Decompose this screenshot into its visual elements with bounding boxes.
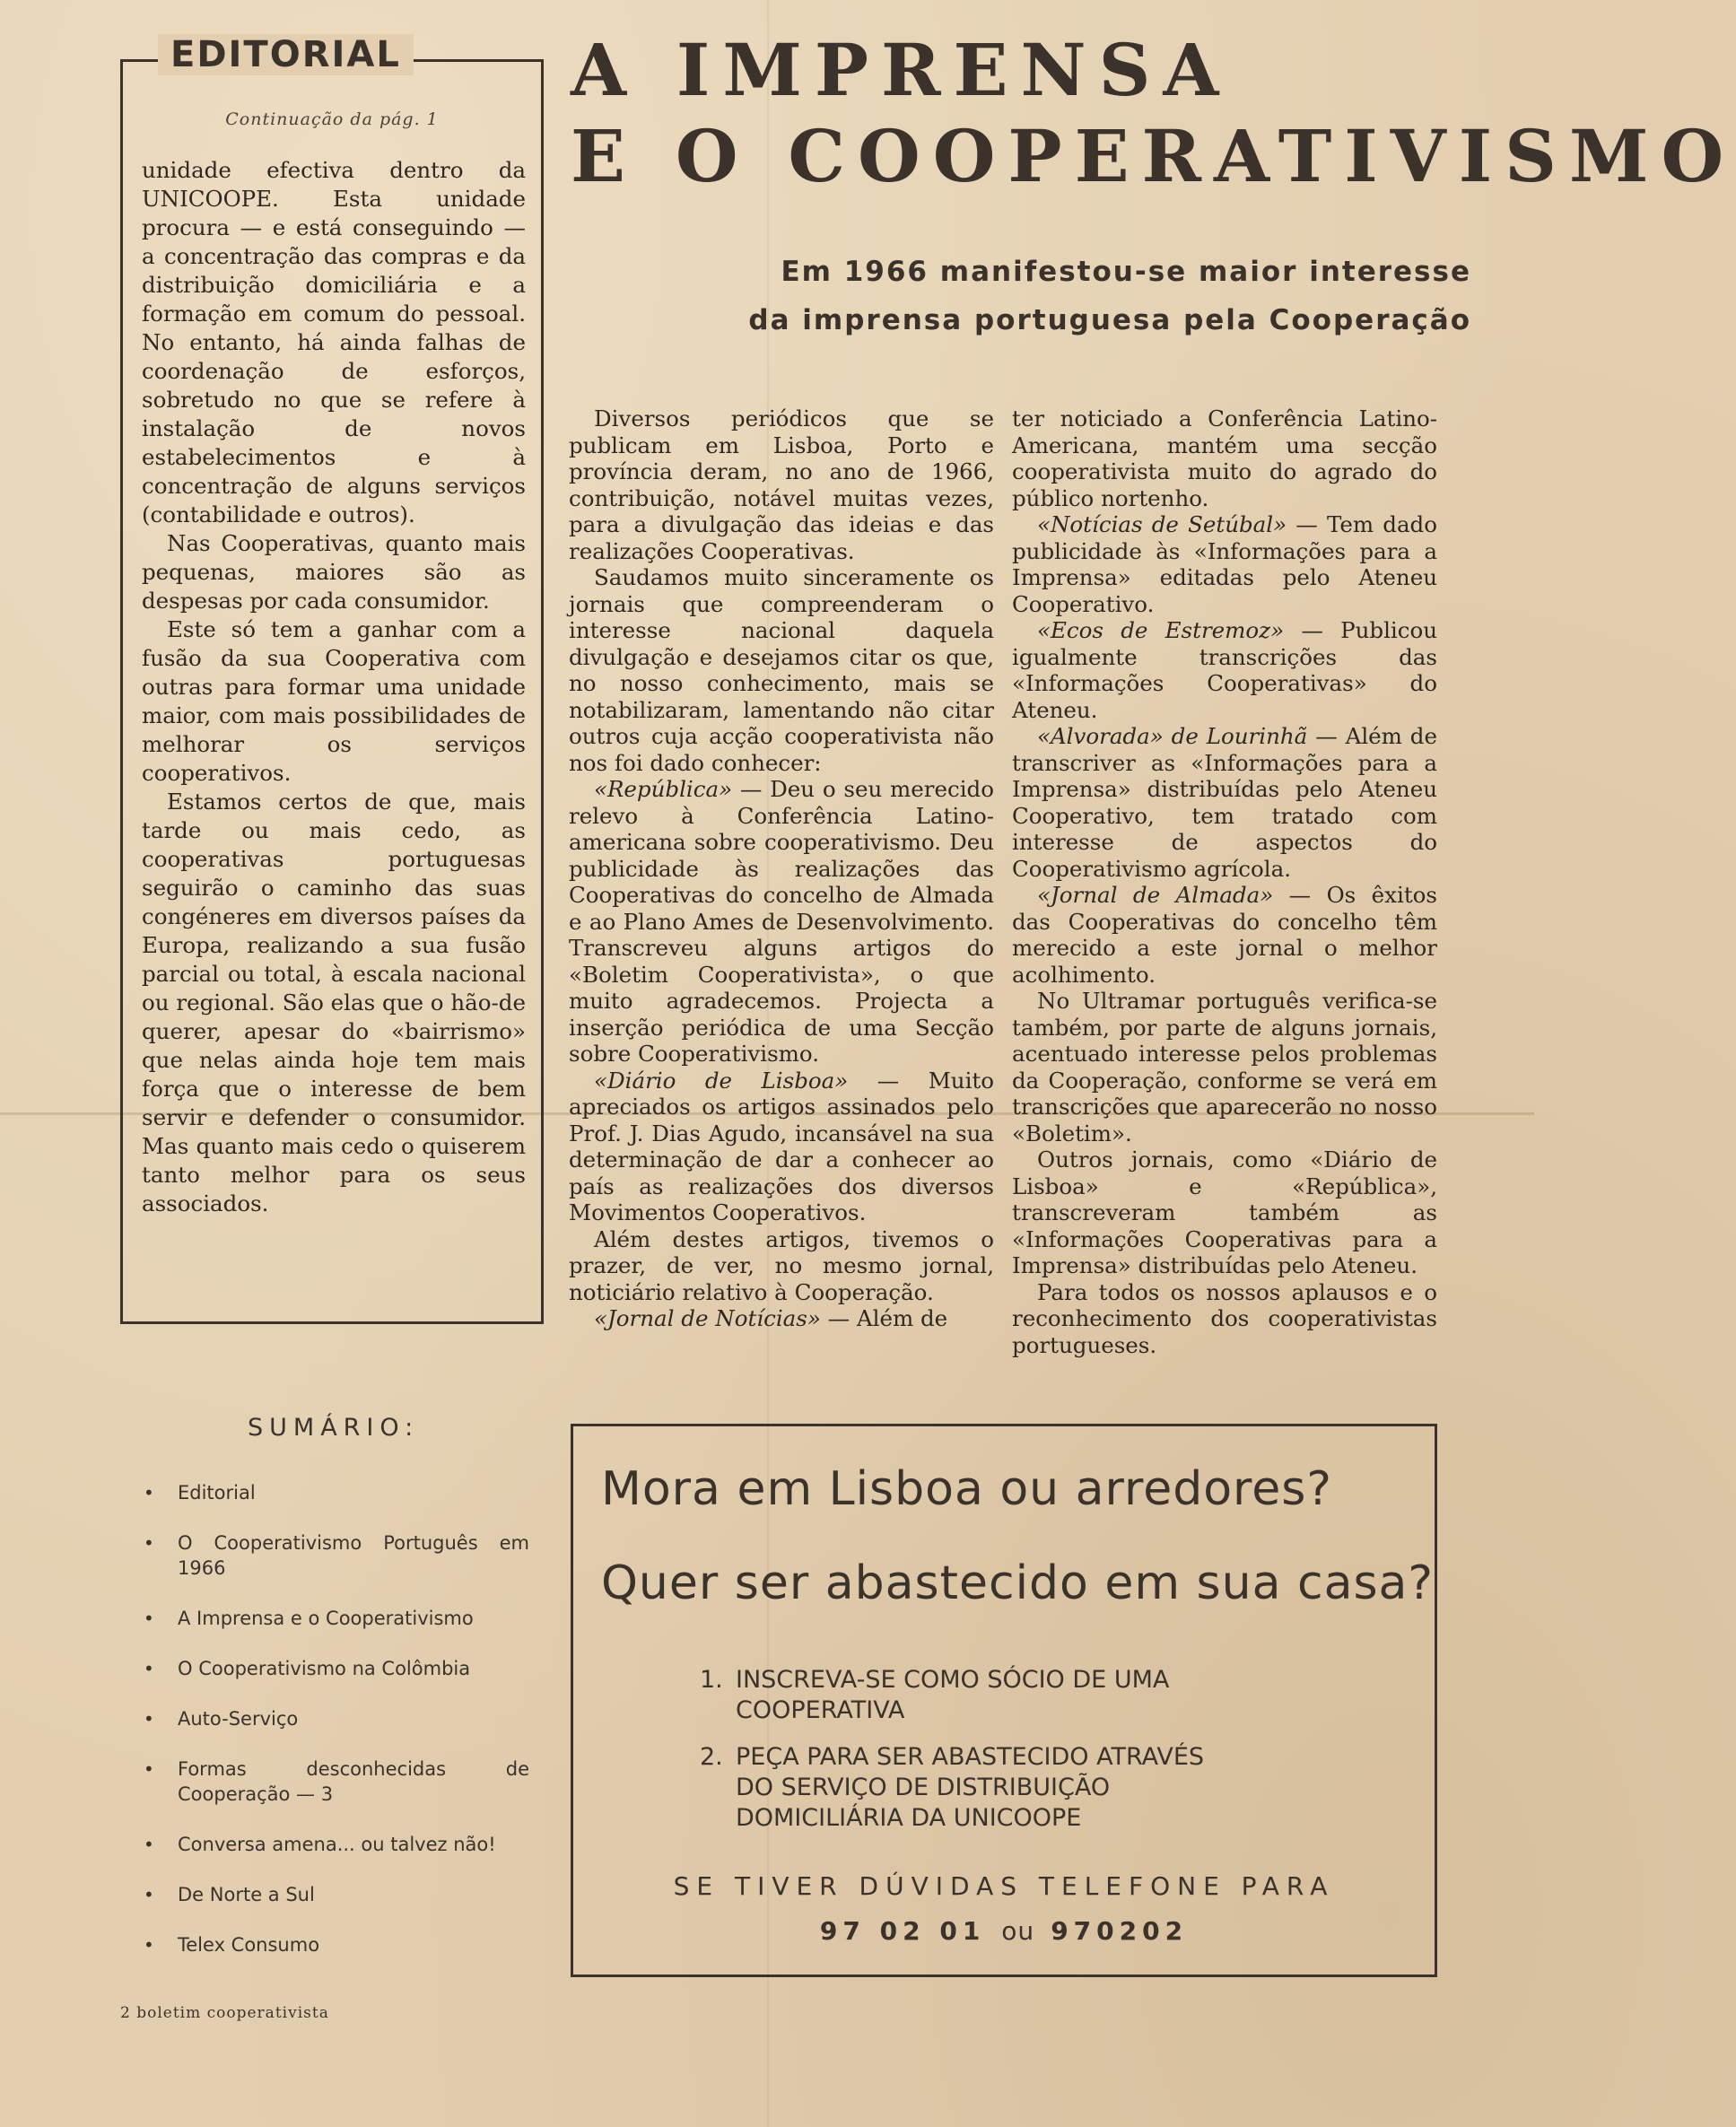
paragraph-text: No Ultramar português verifica-se também, por parte de alguns jornais, acentuado interesse pelos problemas da Cooperação, conforme se verá em transcrições que aparecerão no nosso «Boletim». xyxy=(1012,988,1437,1146)
article-headline xyxy=(571,27,1736,199)
advert-call-text: SE TIVER DÚVIDAS TELEFONE PARA xyxy=(673,1871,1335,1901)
paragraph-text: Além destes artigos, tivemos o prazer, de ver, no mesmo jornal, noticiário relativo à Cooperação. xyxy=(569,1225,994,1305)
summary-item-label: O Cooperativismo Português em 1966 xyxy=(178,1532,529,1579)
article-paragraph xyxy=(1012,511,1437,617)
newspaper-name: «Jornal de Notícias» xyxy=(594,1305,821,1331)
paragraph-text: Outros jornais, como «Diário de Lisboa» e «República», transcreveram também as «Informações Cooperativas para a Imprensa» distribuídas pelo Ateneu. xyxy=(1012,1146,1437,1278)
bullet-icon: • xyxy=(144,1834,154,1855)
summary-item xyxy=(144,1480,529,1505)
subheadline-line: da imprensa portuguesa pela Cooperação xyxy=(748,304,1471,336)
summary-item-label: Conversa amena... ou talvez não! xyxy=(178,1834,496,1855)
headline-line: A IMPRENSA xyxy=(571,28,1232,112)
editorial-continuation: Continuação da pág. 1 xyxy=(225,109,439,129)
summary-item xyxy=(144,1530,529,1581)
bullet-icon: • xyxy=(144,1708,154,1730)
article-paragraph xyxy=(1012,617,1437,723)
advert-phones xyxy=(571,1916,1437,1946)
summary-item xyxy=(144,1882,529,1907)
article-paragraph xyxy=(1012,988,1437,1146)
paragraph-text: — Publicou igualmente transcrições das «Informações Cooperativas» do Ateneu. xyxy=(1012,617,1437,723)
advert-step xyxy=(700,1665,1292,1726)
summary-item-label: Auto-Serviço xyxy=(178,1708,299,1730)
paragraph-text: — Deu o seu merecido relevo à Conferência Latino-americana sobre cooperativismo. Deu publicidade às realizações das Cooperativas do concelho de Almada e ao Plano Ames de Desenvolvimento. Transcreveu alguns artigos do «Boletim Cooperativista», o que muito agradecemos. Projecta a inserção periódica de uma Secção sobre Cooperativismo. xyxy=(569,776,994,1067)
phone-number: 970202 xyxy=(1051,1916,1189,1946)
newspaper-name: «Alvorada» de Lourinhã xyxy=(1037,723,1308,749)
summary-item-label: Formas desconhecidas de Cooperação — 3 xyxy=(178,1758,529,1805)
bullet-icon: • xyxy=(144,1758,154,1780)
advert-question-1: Mora em Lisboa ou arredores? xyxy=(601,1462,1332,1516)
paragraph-text: — Os êxitos das Cooperativas do concelho têm merecido a este jornal o melhor acolhimento. xyxy=(1012,882,1437,988)
headline-line: E O COOPERATIVISMO xyxy=(571,114,1736,198)
summary-item xyxy=(144,1757,529,1807)
article-column-1 xyxy=(569,405,994,1332)
summary-item-label: Telex Consumo xyxy=(178,1934,320,1956)
newspaper-name: «Notícias de Setúbal» xyxy=(1037,511,1287,537)
step-text: PEÇA PARA SER ABASTECIDO ATRAVÉS DO SERVIÇO DE DISTRIBUIÇÃO DOMICILIÁRIA DA UNICOOPE xyxy=(736,1743,1205,1832)
paragraph-text: Diversos periódicos que se publicam em Lisboa, Porto e província deram, no ano de 1966, contribuição, notável muitas vezes, para a divulgação das ideias e das realizações Cooperativas. xyxy=(569,405,994,564)
article-paragraph xyxy=(1012,882,1437,988)
paragraph-text: — Muito apreciados os artigos assinados pelo Prof. J. Dias Agudo, incansável na sua determinação de dar a conhecer ao país as realizações dos diversos Movimentos Cooperativos. xyxy=(569,1067,994,1225)
bullet-icon: • xyxy=(144,1658,154,1679)
article-paragraph xyxy=(1012,1279,1437,1359)
bullet-icon: • xyxy=(144,1884,154,1905)
bullet-icon: • xyxy=(144,1608,154,1629)
article-paragraph xyxy=(569,1226,994,1306)
summary-title: SUMÁRIO: xyxy=(248,1414,420,1442)
summary-item-label: O Cooperativismo na Colômbia xyxy=(178,1658,471,1679)
newspaper-name: «Jornal de Almada» xyxy=(1037,882,1274,908)
article-column-2 xyxy=(1012,405,1437,1358)
editorial-paragraph: Nas Cooperativas, quanto mais pequenas, maiores são as despesas por cada consumidor. xyxy=(142,530,526,614)
summary-item xyxy=(144,1706,529,1731)
newspaper-name: «Ecos de Estremoz» xyxy=(1037,617,1285,643)
paragraph-text: — Tem dado publicidade às «Informações para a Imprensa» editadas pelo Ateneu Cooperativo. xyxy=(1012,511,1437,617)
summary-item-label: A Imprensa e o Cooperativismo xyxy=(178,1608,474,1629)
newspaper-name: «República» xyxy=(594,776,733,802)
summary-item xyxy=(144,1656,529,1681)
summary-item-label: Editorial xyxy=(178,1482,256,1504)
paragraph-text: Para todos os nossos aplausos e o reconhecimento dos cooperativistas portugueses. xyxy=(1012,1278,1437,1358)
paragraph-text: ter noticiado a Conferência Latino-Americana, mantém uma secção cooperativista muito do agrado do público nortenho. xyxy=(1012,405,1437,511)
paragraph-text: — Além de xyxy=(820,1305,948,1331)
paragraph-text: — Além de transcriver as «Informações para a Imprensa» distribuídas pelo Ateneu Cooperativo, tem tratado com interesse de aspectos do Cooperativismo agrícola. xyxy=(1012,723,1437,882)
newspaper-name: «Diário de Lisboa» xyxy=(594,1067,849,1094)
paragraph-text: Saudamos muito sinceramente os jornais que compreenderam o interesse nacional daquela divulgação e desejamos citar os que, no nosso conhecimento, mais se notabilizaram, lamentando não citar outros cuja acção cooperativista não nos foi dado conhecer: xyxy=(569,564,994,776)
phone-separator: ou xyxy=(1001,1916,1035,1946)
article-subheadline xyxy=(574,248,1471,344)
editorial-paragraph: Este só tem a ganhar com a fusão da sua Cooperativa com outras para formar uma unidade maior, com mais possibilidades de melhorar os serviços cooperativos. xyxy=(142,616,526,786)
article-paragraph xyxy=(1012,1146,1437,1279)
summary-list xyxy=(144,1480,529,1983)
advert-question-2: Quer ser abastecido em sua casa? xyxy=(601,1556,1435,1610)
article-paragraph xyxy=(569,1305,994,1332)
page-footer: 2 boletim cooperativista xyxy=(120,2004,329,2022)
advert-step xyxy=(700,1742,1238,1834)
editorial-title: EDITORIAL xyxy=(158,34,414,75)
step-text: INSCREVA-SE COMO SÓCIO DE UMA COOPERATIVA xyxy=(736,1666,1170,1724)
summary-item xyxy=(144,1606,529,1631)
summary-item-label: De Norte a Sul xyxy=(178,1884,315,1905)
article-paragraph xyxy=(569,564,994,776)
step-number: 1. xyxy=(700,1666,723,1694)
bullet-icon: • xyxy=(144,1532,154,1554)
phone-number: 97 02 01 xyxy=(819,1916,986,1946)
article-paragraph xyxy=(569,405,994,564)
article-paragraph xyxy=(569,1068,994,1226)
summary-item xyxy=(144,1832,529,1857)
article-paragraph xyxy=(1012,405,1437,511)
bullet-icon: • xyxy=(144,1482,154,1504)
article-paragraph xyxy=(569,776,994,1068)
editorial-paragraph: Estamos certos de que, mais tarde ou mais cedo, as cooperativas portuguesas seguirão o caminho das suas congéneres em diversos países da Europa, realizando a sua fusão parcial ou total, à escala nacional ou regional. São elas que o hão-de querer, apesar do «bairrismo» que nelas ainda hoje tem mais força que o interesse de bem servir e defender o consumidor. Mas quanto mais cedo o quiserem tanto melhor para os seus associados. xyxy=(142,789,526,1216)
editorial-paragraph: unidade efectiva dentro da UNICOOPE. Esta unidade procura — e está conseguindo — a concentração das compras e da distribuição domiciliária e a formação em comum do pessoal. No entanto, há ainda falhas de coordenação de esforços, sobretudo no que se refere à instalação de novos estabelecimentos e à concentração de alguns serviços (contabilidade e outros). xyxy=(142,157,526,527)
step-number: 2. xyxy=(700,1743,723,1771)
summary-item xyxy=(144,1932,529,1957)
editorial-text xyxy=(142,156,526,1218)
subheadline-line: Em 1966 manifestou-se maior interesse xyxy=(781,256,1471,288)
article-paragraph xyxy=(1012,723,1437,882)
bullet-icon: • xyxy=(144,1934,154,1956)
